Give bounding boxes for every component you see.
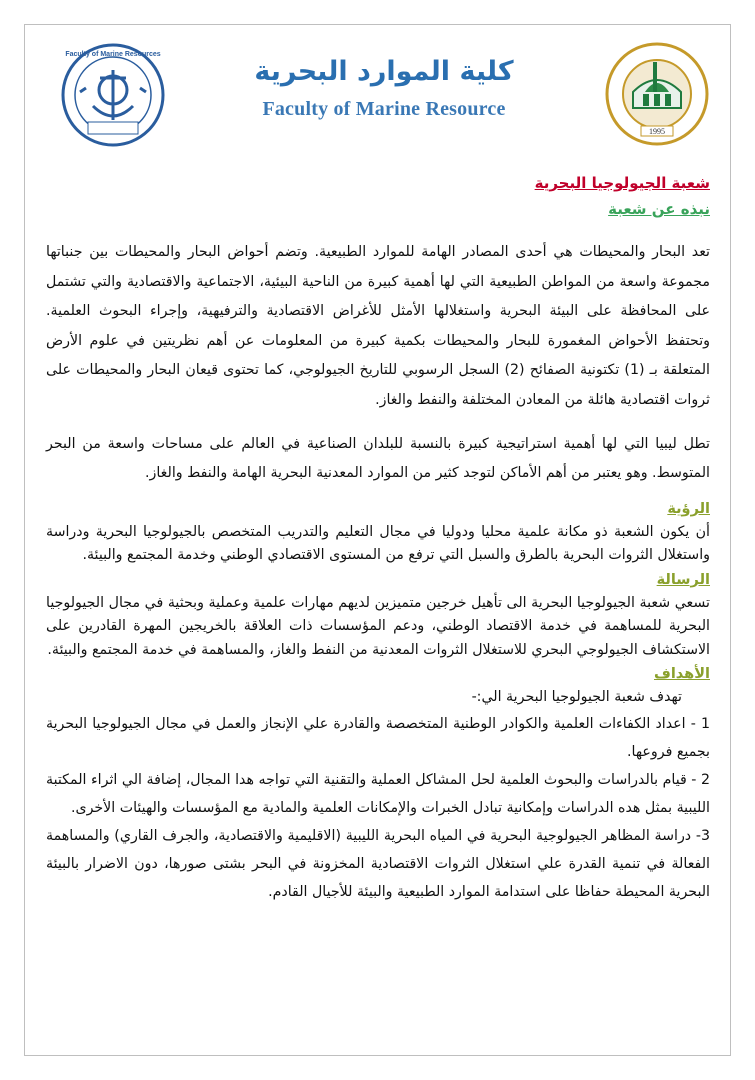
about-heading: نبذه عن شعبة — [608, 200, 710, 218]
faculty-title-english: Faculty of Marine Resource — [262, 98, 506, 120]
goals-intro: تهدف شعبة الجيولوجيا البحرية الي:- — [471, 689, 682, 706]
vision-text: أن يكون الشعبة ذو مكانة علمية محليا ودوليا في مجال التعليم والتدريب المتخصص بالجيولوجيا البحرية ودراسة واستغلال الثروات البحرية بالطرق والسبل التي ترفع من المستوى الاقتصادي الوطني وخدمة المجتمع والبيئة. — [46, 523, 710, 564]
faculty-title-arabic: كلية الموارد البحرية — [254, 56, 514, 87]
mission-text: تسعي شعبة الجيولوجيا البحرية الى تأهيل خرجين متميزين لديهم مهارات علمية وعملية وبحثية في مجال الجيولوجيا البحرية للمساهمة في خدمة الاقتصاد الوطني، ودعم المؤسسات ذات العلاقة بالخريجين المهرة القادرين على الاستكشاف الجيولوجي البحري للاستغلال الثروات المعدنية من النفط والغاز، والمساهمة في خدمة المجتمع والبيئة. — [46, 594, 710, 658]
svg-text:Faculty of Marine Resources: Faculty of Marine Resources — [65, 51, 161, 58]
faculty-logo — [60, 42, 166, 148]
goals-heading: الأهداف — [653, 666, 710, 683]
goal-item-2: 2 - قيام بالدراسات والبحوث العلمية لحل المشاكل العملية والتقنية التي تواجه هدا المجال، إضافة الي اثراء المكتبة الليبية بمثل هده الدراسات وإمكانية تبادل الخبرات والإمكانات العلمية والمادية مع المؤسسات والهيئات الأخرى. — [46, 771, 710, 816]
goal-item-1: 1 - اعداد الكفاءات العلمية والكوادر الوطنية المتخصصة والقادرة علي الإنجاز والعمل في مجال الجيولوجيا البحرية بجميع فروعها. — [46, 715, 710, 760]
about-paragraph-1: تعد البحار والمحيطات هي أحدى المصادر الهامة للموارد الطبيعية. وتضم أحواض البحار والمحيطات بين جنباتها مجموعة واسعة من المواطن الطبيعية التي لها أهمية كبيرة من الناحية البيئية، الاجتماعية والاقتصادية والتي تشتمل على المحافظة على البيئة البحرية واستغلالها الأمثل للأغراض الاقتصادية والترفيهية، وإجراء البحوث العلمية. وتحتفظ الأحواض المغمورة للبحار والمحيطات بكمية كبيرة من المعلومات عن أهم نظريتين في علوم الأرض المتعلقة بـ (1) تكتونية الصفائح (2) السجل الرسوبي للتاريخ الجيولوجي، كما تحتوى قيعان البحار والمحيطات على ثروات اقتصادية هائلة من المعادن المختلفة والنفط والغاز. — [46, 244, 711, 408]
page-header — [24, 24, 731, 154]
about-paragraph-2: تطل ليبيا التي لها أهمية استراتيجية كبيرة بالنسبة للبلدان الصناعية في العالم على مساحات واسعة من البحر المتوسط. وهو يعتبر من أهم الأماكن لتوجد كثير من الموارد المعدنية البحرية الهامة والنفط والغاز. — [46, 435, 710, 482]
svg-text:1995: 1995 — [649, 127, 665, 136]
vision-heading: الرؤية — [667, 500, 710, 517]
document-body — [46, 170, 710, 906]
section-title: شعبة الجيولوجيا البحرية — [534, 174, 710, 192]
mission-heading: الرسالة — [656, 571, 710, 588]
university-logo — [603, 38, 711, 152]
goal-item-3: 3- دراسة المظاهر الجيولوجية البحرية في المياه البحرية الليبية (الاقليمية والاقتصادية، والجرف القاري) والمساهمة الفعالة في تنمية القدرة علي استغلال الثروات الاقتصادية المخزونة في البحر بشتى صورها، دون الاضرار بالبيئة البحرية المحيطة حفاظا على استدامة الموارد الطبيعية والبيئة للأجيال القادم. — [46, 827, 710, 900]
